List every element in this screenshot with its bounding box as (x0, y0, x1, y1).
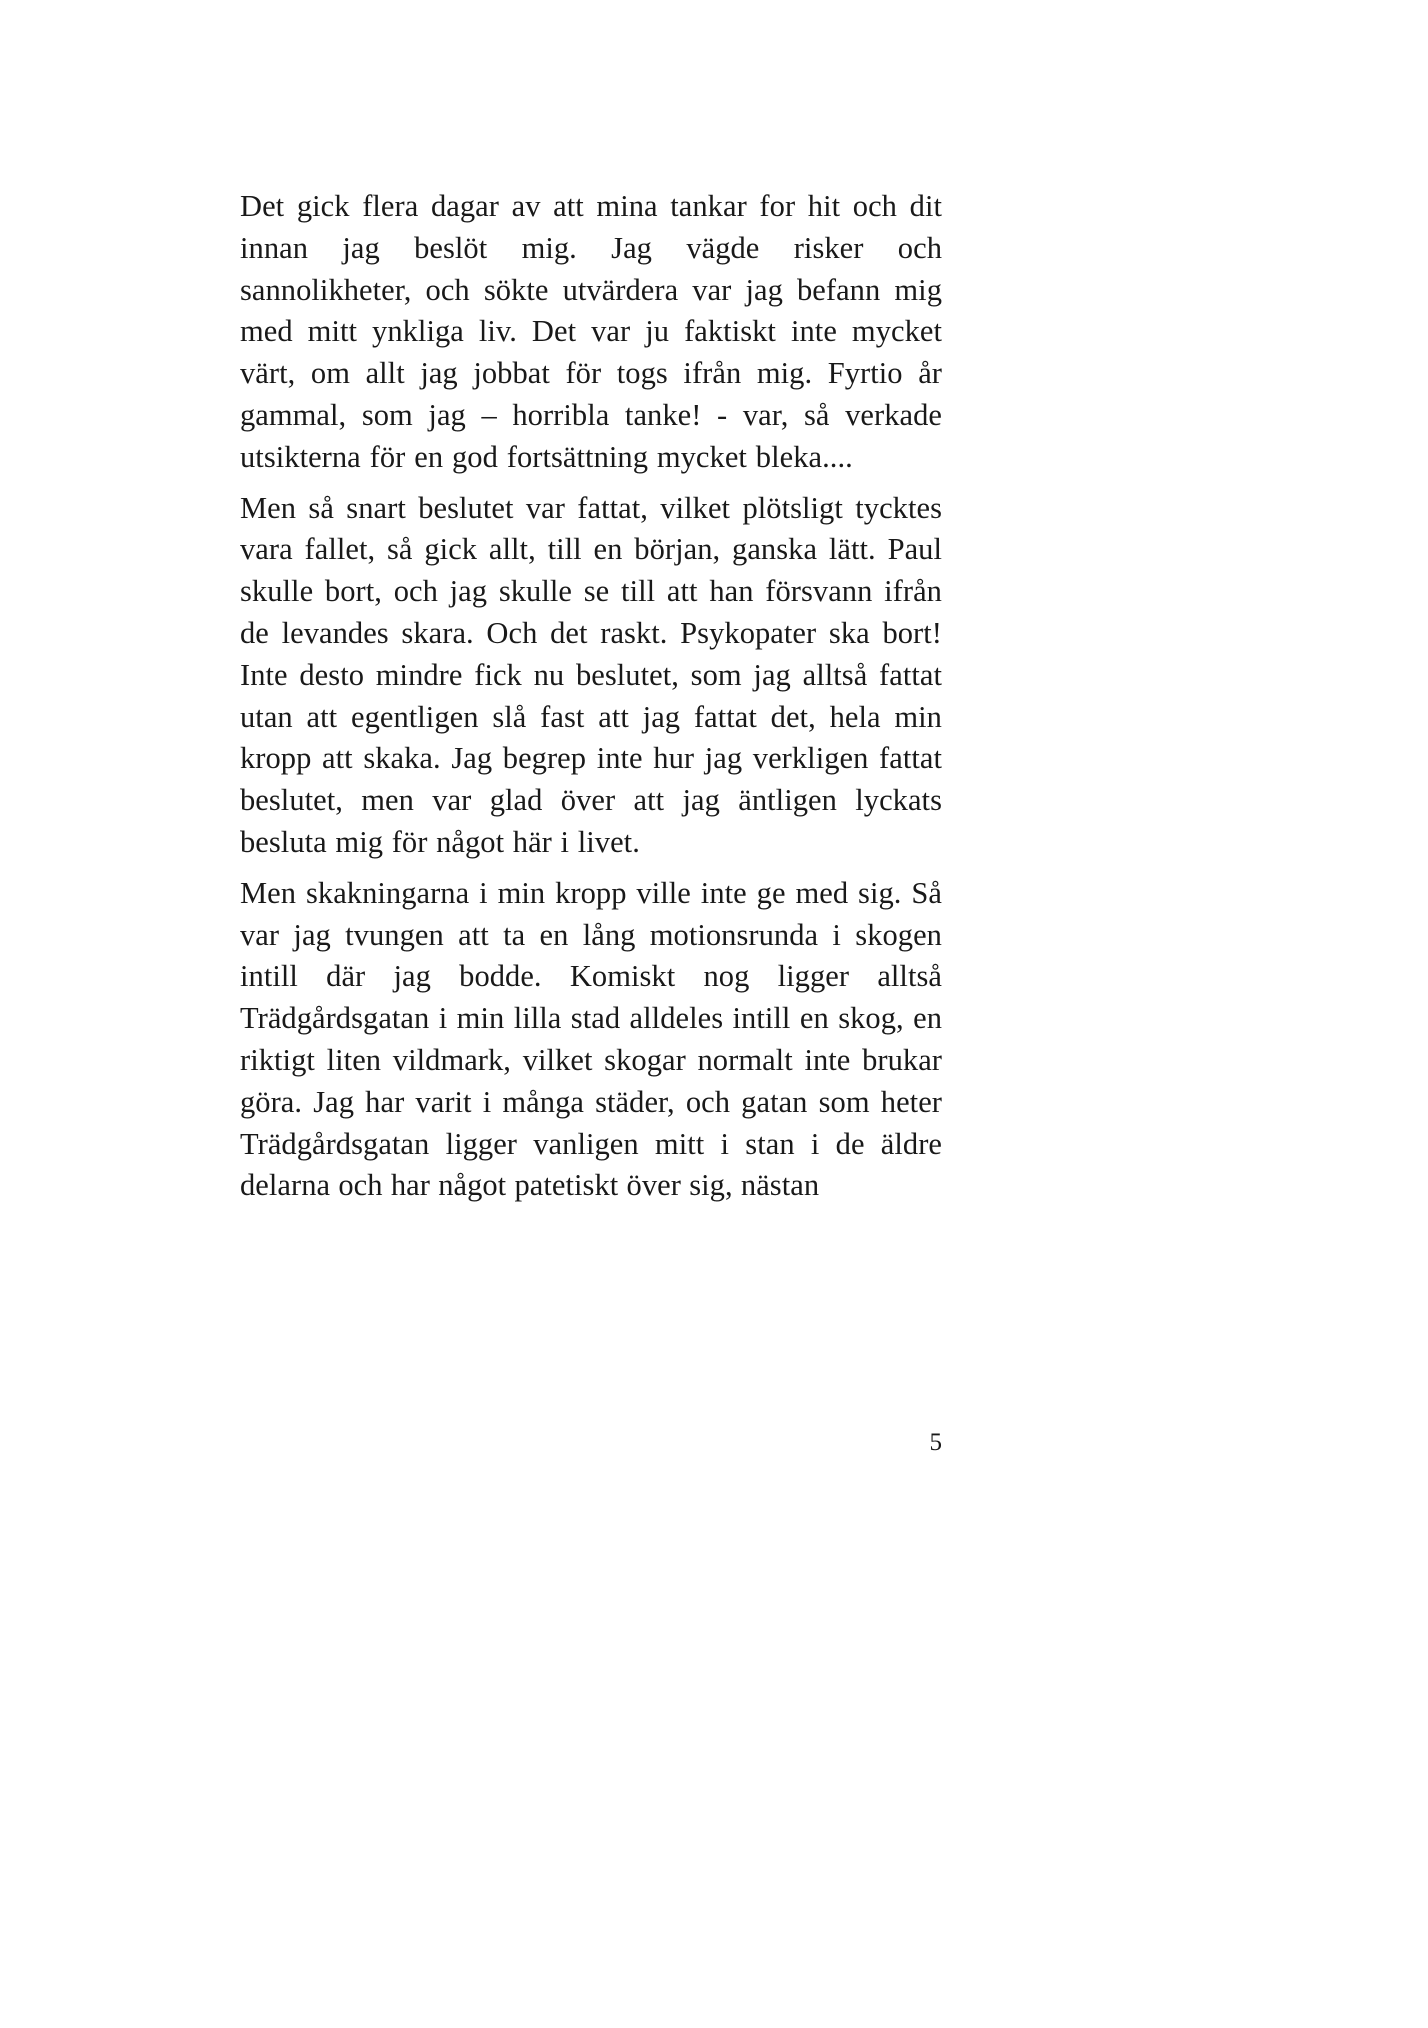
body-text-column (240, 186, 942, 1207)
body-paragraph-3: Men skakningarna i min kropp ville inte ge med sig. Så var jag tvungen att ta en lång motionsrunda i skogen intill där jag bodde. Komiskt nog ligger alltså Trädgårdsgatan i min lilla stad alldeles intill en skog, en riktigt liten vildmark, vilket skogar normalt inte brukar göra. Jag har varit i många städer, och gatan som heter Trädgårdsgatan ligger vanligen mitt i stan i de äldre delarna och har något patetiskt över sig, nästan (240, 875, 942, 1203)
body-paragraph-2: Men så snart beslutet var fattat, vilket plötsligt tycktes vara fallet, så gick allt, till en början, ganska lätt. Paul skulle bort, och jag skulle se till att han försvann ifrån de levandes skara. Och det raskt. Psykopater ska bort! Inte desto mindre fick nu beslutet, som jag alltså fattat utan att egentligen slå fast att jag fattat det, hela min kropp att skaka. Jag begrep inte hur jag verkligen fattat beslutet, men var glad över att jag äntligen lyckats besluta mig för något här i livet. (240, 490, 942, 859)
body-paragraph-1: Det gick flera dagar av att mina tankar for hit och dit innan jag beslöt mig. Jag vägde risker och sannolikheter, och sökte utvärdera var jag befann mig med mitt ynkliga liv. Det var ju faktiskt inte mycket värt, om allt jag jobbat för togs ifrån mig. Fyrtio år gammal, som jag – horribla tanke! - var, så verkade utsikterna för en god fortsättning mycket bleka.... (240, 189, 942, 474)
page-number: 5 (929, 1429, 942, 1456)
